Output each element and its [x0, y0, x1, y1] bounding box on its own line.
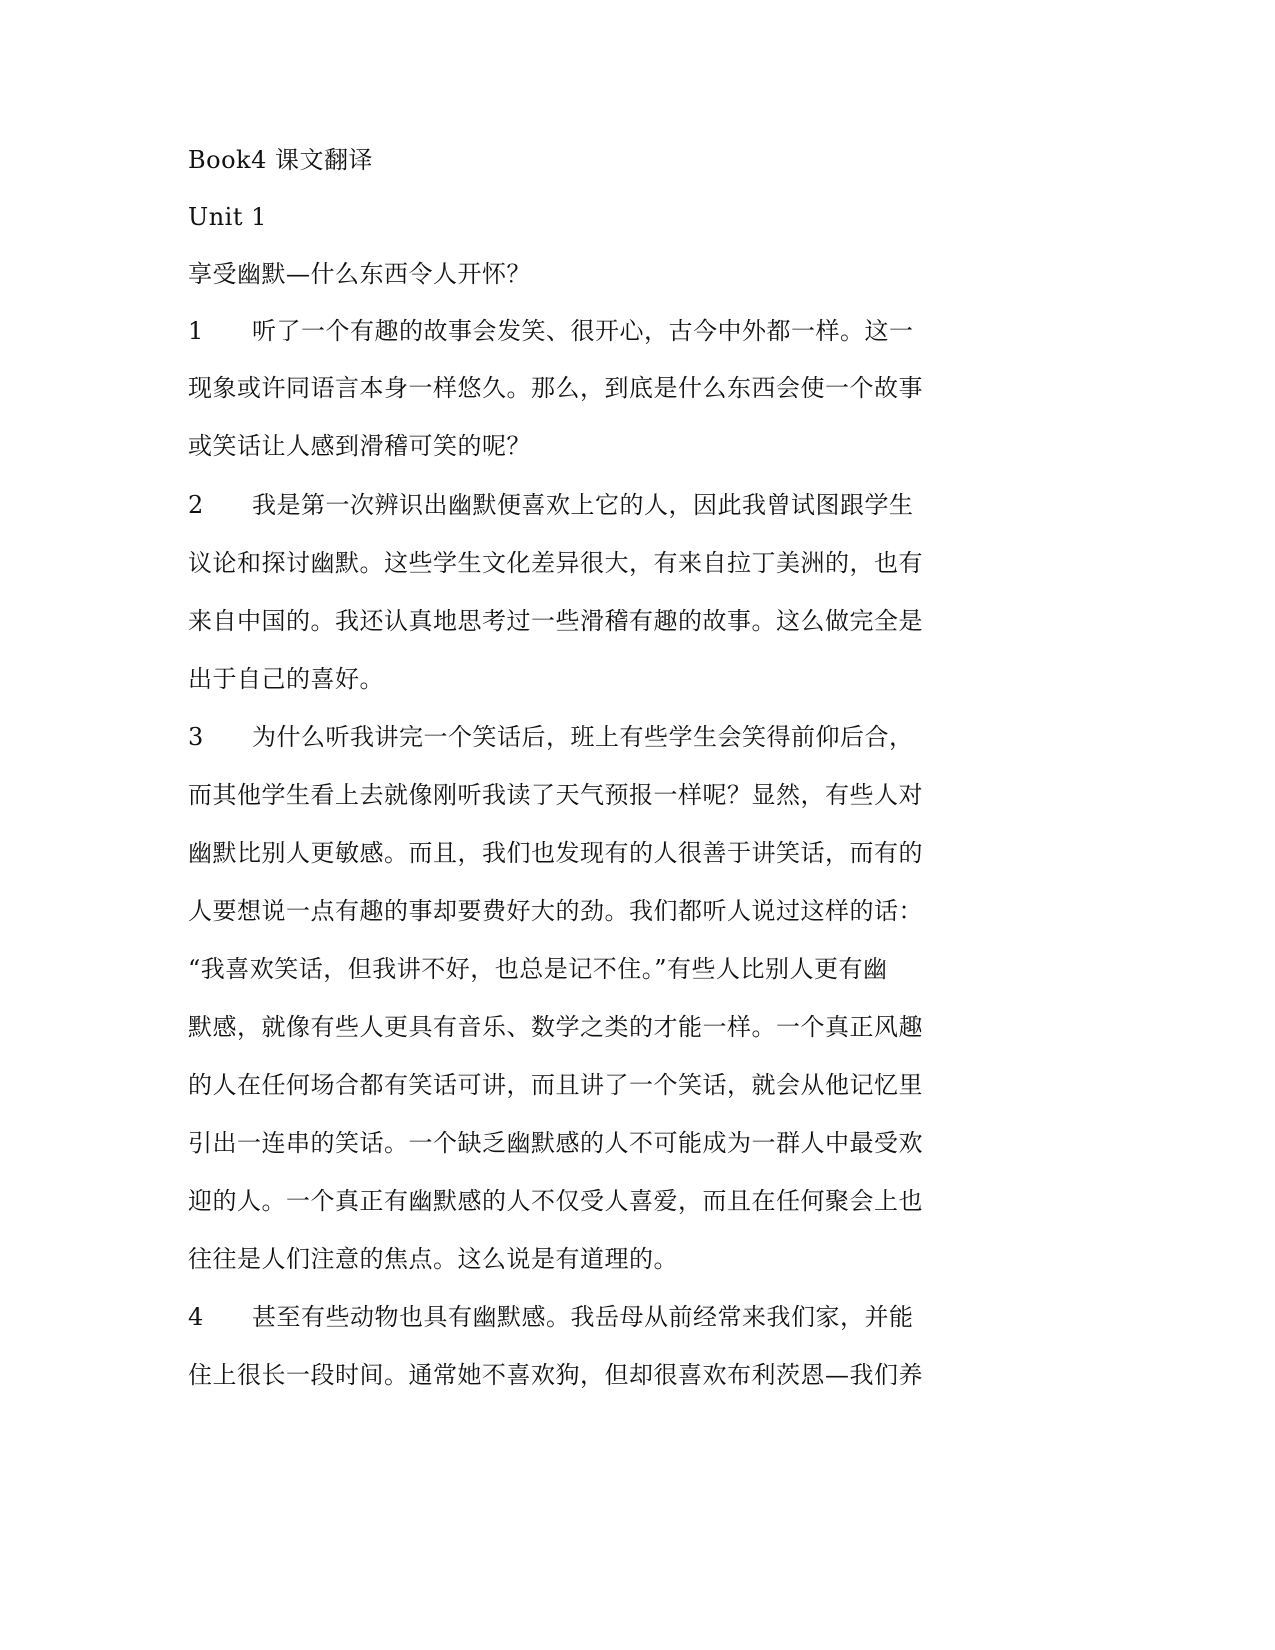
paragraph-1-line-2: 现象或许同语言本身一样悠久。那么，到底是什么东西会使一个故事 — [188, 374, 923, 402]
paragraph-3-line-7: 的人在任何场合都有笑话可讲，而且讲了一个笑话，就会从他记忆里 — [188, 1071, 923, 1099]
paragraph-1-line-3: 或笑话让人感到滑稽可笑的呢？ — [188, 432, 531, 460]
paragraph-3-line-10: 往往是人们注意的焦点。这么说是有道理的。 — [188, 1245, 678, 1273]
paragraph-3-line-4: 人要想说一点有趣的事却要费好大的劲。我们都听人说过这样的话： — [188, 897, 923, 925]
paragraph-2-line-3: 来自中国的。我还认真地思考过一些滑稽有趣的故事。这么做完全是 — [188, 607, 923, 635]
paragraph-1-line-1 — [188, 316, 914, 346]
paragraph-3-line-1 — [188, 722, 914, 752]
paragraph-3-line-8: 引出一连串的笑话。一个缺乏幽默感的人不可能成为一群人中最受欢 — [188, 1129, 923, 1157]
paragraph-text: 我是第一次辨识出幽默便喜欢上它的人，因此我曾试图跟学生 — [252, 491, 914, 519]
paragraph-number: 3 — [188, 723, 204, 751]
paragraph-4-line-1 — [188, 1302, 914, 1332]
paragraph-3-line-2: 而其他学生看上去就像刚听我读了天气预报一样呢？显然，有些人对 — [188, 781, 923, 809]
document-title: Book4 课文翻译 — [188, 146, 373, 174]
paragraph-3-line-3: 幽默比别人更敏感。而且，我们也发现有的人很善于讲笑话，而有的 — [188, 839, 923, 867]
paragraph-3-line-9: 迎的人。一个真正有幽默感的人不仅受人喜爱，而且在任何聚会上也 — [188, 1187, 923, 1215]
paragraph-number: 1 — [188, 317, 204, 345]
unit-label: Unit 1 — [188, 203, 267, 231]
paragraph-text: 听了一个有趣的故事会发笑、很开心，古今中外都一样。这一 — [252, 317, 914, 345]
paragraph-2-line-2: 议论和探讨幽默。这些学生文化差异很大，有来自拉丁美洲的，也有 — [188, 549, 923, 577]
paragraph-text: 甚至有些动物也具有幽默感。我岳母从前经常来我们家，并能 — [252, 1303, 914, 1331]
paragraph-text: 为什么听我讲完一个笑话后，班上有些学生会笑得前仰后合， — [252, 723, 914, 751]
paragraph-number: 2 — [188, 491, 204, 519]
paragraph-3-line-6: 默感，就像有些人更具有音乐、数学之类的才能一样。一个真正风趣 — [188, 1013, 923, 1041]
article-heading: 享受幽默—什么东西令人开怀？ — [188, 260, 531, 288]
paragraph-3-line-5: “我喜欢笑话，但我讲不好，也总是记不住。”有些人比别人更有幽 — [188, 955, 888, 983]
paragraph-number: 4 — [188, 1303, 204, 1331]
paragraph-2-line-1 — [188, 490, 914, 520]
paragraph-4-line-2: 住上很长一段时间。通常她不喜欢狗，但却很喜欢布利茨恩—我们养 — [188, 1361, 923, 1389]
paragraph-2-line-4: 出于自己的喜好。 — [188, 665, 384, 693]
